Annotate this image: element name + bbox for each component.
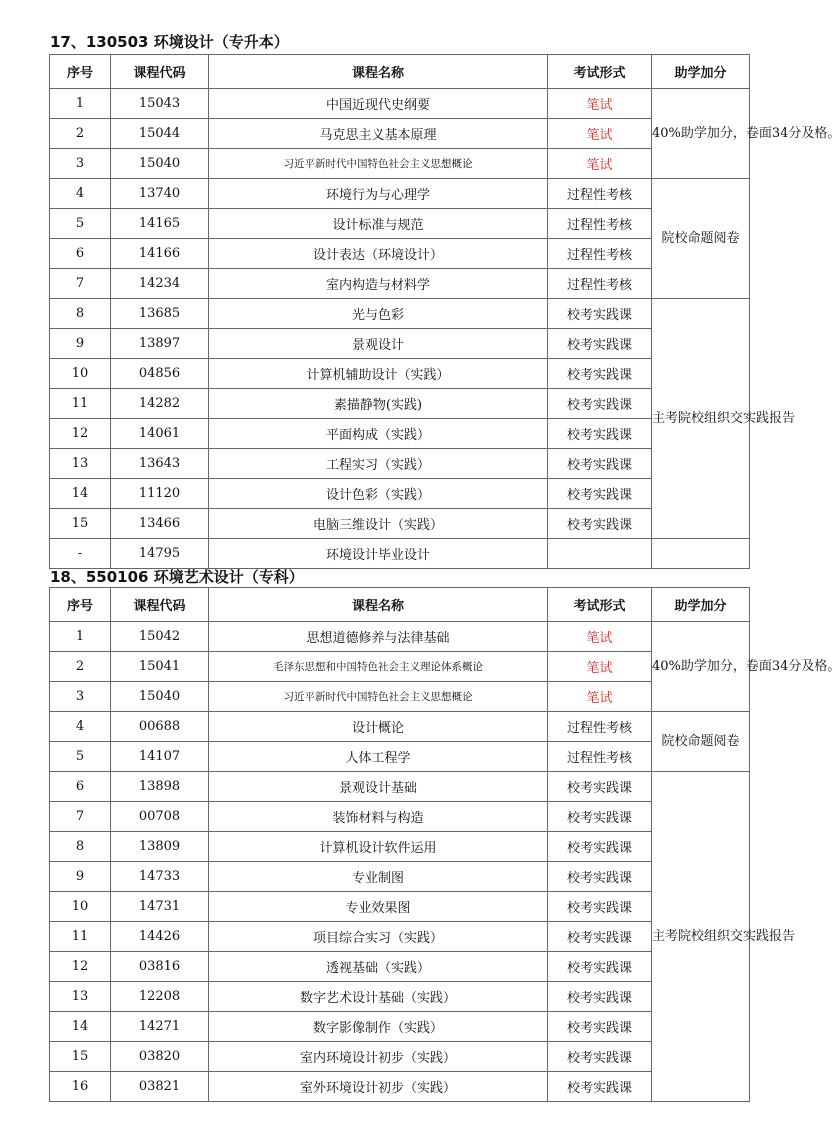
bonus-note: 院校命题阅卷: [652, 712, 750, 772]
exam-type: 过程性考核: [548, 742, 652, 772]
course-code: 03816: [111, 952, 209, 982]
course-code: 14166: [111, 239, 209, 269]
header-no: 序号: [50, 55, 111, 89]
course-name: 设计标准与规范: [209, 209, 548, 239]
table-row: [50, 772, 750, 802]
row-no: 4: [50, 712, 111, 742]
row-no: 8: [50, 299, 111, 329]
table-row: [50, 802, 750, 832]
course-code: 15042: [111, 622, 209, 652]
exam-type: 校考实践课: [548, 449, 652, 479]
course-name: 数字影像制作（实践）: [209, 1012, 548, 1042]
bonus-note: 主考院校组织交实践报告: [652, 772, 750, 1102]
table-row: [50, 149, 750, 179]
table-row: [50, 652, 750, 682]
table-row: [50, 622, 750, 652]
header-exam: 考试形式: [548, 588, 652, 622]
row-no: 9: [50, 329, 111, 359]
course-code: 14271: [111, 1012, 209, 1042]
row-no: 14: [50, 1012, 111, 1042]
row-no: 2: [50, 652, 111, 682]
exam-type: 校考实践课: [548, 982, 652, 1012]
row-no: 13: [50, 982, 111, 1012]
header-name: 课程名称: [209, 55, 548, 89]
bonus-note: 院校命题阅卷: [652, 179, 750, 299]
course-code: 15043: [111, 89, 209, 119]
course-code: 03821: [111, 1072, 209, 1102]
table-row: [50, 922, 750, 952]
table-row: [50, 982, 750, 1012]
course-name: 光与色彩: [209, 299, 548, 329]
table-row: [50, 892, 750, 922]
exam-type: 过程性考核: [548, 209, 652, 239]
course-code: 15040: [111, 149, 209, 179]
header-exam: 考试形式: [548, 55, 652, 89]
section-title: 17、130503 环境设计（专升本）: [50, 33, 289, 51]
course-code: 12208: [111, 982, 209, 1012]
row-no: 6: [50, 772, 111, 802]
row-no: 5: [50, 742, 111, 772]
exam-type: 校考实践课: [548, 1012, 652, 1042]
row-no: 1: [50, 89, 111, 119]
row-no: 15: [50, 1042, 111, 1072]
course-name: 习近平新时代中国特色社会主义思想概论: [209, 149, 548, 179]
table-row: [50, 862, 750, 892]
course-name: 室内构造与材料学: [209, 269, 548, 299]
course-name: 专业效果图: [209, 892, 548, 922]
row-no: 13: [50, 449, 111, 479]
course-table: [49, 54, 840, 569]
exam-type: 笔试: [548, 89, 652, 119]
header-name: 课程名称: [209, 588, 548, 622]
course-name: 人体工程学: [209, 742, 548, 772]
exam-type: 笔试: [548, 622, 652, 652]
exam-type: 校考实践课: [548, 802, 652, 832]
header-code: 课程代码: [111, 588, 209, 622]
row-no: -: [50, 539, 111, 569]
course-name: 装饰材料与构造: [209, 802, 548, 832]
exam-type: 过程性考核: [548, 179, 652, 209]
exam-type: 校考实践课: [548, 1072, 652, 1102]
course-code: 14234: [111, 269, 209, 299]
course-name: 马克思主义基本原理: [209, 119, 548, 149]
table-row: [50, 329, 750, 359]
course-code: 13466: [111, 509, 209, 539]
course-name: 专业制图: [209, 862, 548, 892]
header-bonus: 助学加分: [652, 588, 750, 622]
course-code: 14426: [111, 922, 209, 952]
course-code: 15041: [111, 652, 209, 682]
table-row: [50, 712, 750, 742]
course-name: 设计概论: [209, 712, 548, 742]
course-name: 项目综合实习（实践）: [209, 922, 548, 952]
table-row: [50, 479, 750, 509]
table-row: [50, 269, 750, 299]
row-no: 1: [50, 622, 111, 652]
row-no: 9: [50, 862, 111, 892]
exam-type: 校考实践课: [548, 832, 652, 862]
course-code: 11120: [111, 479, 209, 509]
table-row: [50, 239, 750, 269]
course-table: [49, 587, 840, 1102]
table-row: [50, 742, 750, 772]
row-no: 12: [50, 952, 111, 982]
exam-type: 校考实践课: [548, 772, 652, 802]
header-code: 课程代码: [111, 55, 209, 89]
course-code: 14061: [111, 419, 209, 449]
course-name: 室外环境设计初步（实践）: [209, 1072, 548, 1102]
course-name: 毛泽东思想和中国特色社会主义理论体系概论: [209, 652, 548, 682]
exam-type: 校考实践课: [548, 329, 652, 359]
course-code: 03820: [111, 1042, 209, 1072]
bonus-note: 主考院校组织交实践报告: [652, 299, 750, 539]
row-no: 2: [50, 119, 111, 149]
row-no: 5: [50, 209, 111, 239]
course-name: 设计表达（环境设计）: [209, 239, 548, 269]
exam-type: 过程性考核: [548, 712, 652, 742]
course-code: 13740: [111, 179, 209, 209]
course-code: 14165: [111, 209, 209, 239]
table-row: [50, 449, 750, 479]
table-row: [50, 509, 750, 539]
header-bonus: 助学加分: [652, 55, 750, 89]
exam-type: 笔试: [548, 119, 652, 149]
exam-type: 校考实践课: [548, 509, 652, 539]
course-code: 13685: [111, 299, 209, 329]
row-no: 11: [50, 389, 111, 419]
course-name: 中国近现代史纲要: [209, 89, 548, 119]
exam-type: 校考实践课: [548, 1042, 652, 1072]
course-name: 景观设计: [209, 329, 548, 359]
course-code: 00688: [111, 712, 209, 742]
exam-type: 校考实践课: [548, 419, 652, 449]
exam-type: 笔试: [548, 652, 652, 682]
exam-type: 笔试: [548, 682, 652, 712]
row-no: 10: [50, 359, 111, 389]
course-code: 13898: [111, 772, 209, 802]
exam-type: 笔试: [548, 149, 652, 179]
row-no: 3: [50, 149, 111, 179]
table-row: [50, 119, 750, 149]
row-no: 6: [50, 239, 111, 269]
table-row: [50, 832, 750, 862]
row-no: 8: [50, 832, 111, 862]
table-row: [50, 359, 750, 389]
table-row: [50, 209, 750, 239]
exam-type: 过程性考核: [548, 269, 652, 299]
table-header-row: [50, 55, 750, 89]
section-title: 18、550106 环境艺术设计（专科）: [50, 568, 304, 586]
row-no: 16: [50, 1072, 111, 1102]
course-code: 14282: [111, 389, 209, 419]
exam-type: 过程性考核: [548, 239, 652, 269]
exam-type: 校考实践课: [548, 479, 652, 509]
course-code: 04856: [111, 359, 209, 389]
bonus-note: 40%助学加分，卷面34分及格。: [652, 89, 750, 179]
course-name: 景观设计基础: [209, 772, 548, 802]
exam-type: 校考实践课: [548, 299, 652, 329]
row-no: 15: [50, 509, 111, 539]
table-row: [50, 389, 750, 419]
course-name: 环境行为与心理学: [209, 179, 548, 209]
course-name: 数字艺术设计基础（实践）: [209, 982, 548, 1012]
course-code: 14107: [111, 742, 209, 772]
exam-type: [548, 539, 652, 569]
table-row: [50, 89, 750, 119]
table-row: [50, 952, 750, 982]
table-row: [50, 1042, 750, 1072]
exam-type: 校考实践课: [548, 359, 652, 389]
header-no: 序号: [50, 588, 111, 622]
course-name: 环境设计毕业设计: [209, 539, 548, 569]
exam-type: 校考实践课: [548, 892, 652, 922]
bonus-empty: [652, 539, 750, 569]
table-row: [50, 1012, 750, 1042]
table-row: [50, 179, 750, 209]
table-row: [50, 299, 750, 329]
course-code: 13643: [111, 449, 209, 479]
course-code: 13809: [111, 832, 209, 862]
course-name: 工程实习（实践）: [209, 449, 548, 479]
course-code: 13897: [111, 329, 209, 359]
course-name: 计算机辅助设计（实践）: [209, 359, 548, 389]
course-code: 15044: [111, 119, 209, 149]
row-no: 7: [50, 269, 111, 299]
course-name: 素描静物(实践): [209, 389, 548, 419]
table-row: [50, 419, 750, 449]
course-name: 室内环境设计初步（实践）: [209, 1042, 548, 1072]
course-name: 平面构成（实践）: [209, 419, 548, 449]
row-no: 12: [50, 419, 111, 449]
course-code: 14733: [111, 862, 209, 892]
course-code: 15040: [111, 682, 209, 712]
exam-type: 校考实践课: [548, 389, 652, 419]
row-no: 4: [50, 179, 111, 209]
course-code: 14731: [111, 892, 209, 922]
table-row: [50, 682, 750, 712]
exam-type: 校考实践课: [548, 952, 652, 982]
row-no: 14: [50, 479, 111, 509]
exam-type: 校考实践课: [548, 862, 652, 892]
course-name: 电脑三维设计（实践）: [209, 509, 548, 539]
row-no: 3: [50, 682, 111, 712]
table-row: [50, 1072, 750, 1102]
course-name: 思想道德修养与法律基础: [209, 622, 548, 652]
table-row: [50, 539, 750, 569]
row-no: 10: [50, 892, 111, 922]
course-code: 14795: [111, 539, 209, 569]
exam-type: 校考实践课: [548, 922, 652, 952]
course-name: 设计色彩（实践）: [209, 479, 548, 509]
row-no: 11: [50, 922, 111, 952]
row-no: 7: [50, 802, 111, 832]
course-name: 计算机设计软件运用: [209, 832, 548, 862]
bonus-note: 40%助学加分，卷面34分及格。: [652, 622, 750, 712]
course-name: 透视基础（实践）: [209, 952, 548, 982]
table-header-row: [50, 588, 750, 622]
course-name: 习近平新时代中国特色社会主义思想概论: [209, 682, 548, 712]
course-code: 00708: [111, 802, 209, 832]
